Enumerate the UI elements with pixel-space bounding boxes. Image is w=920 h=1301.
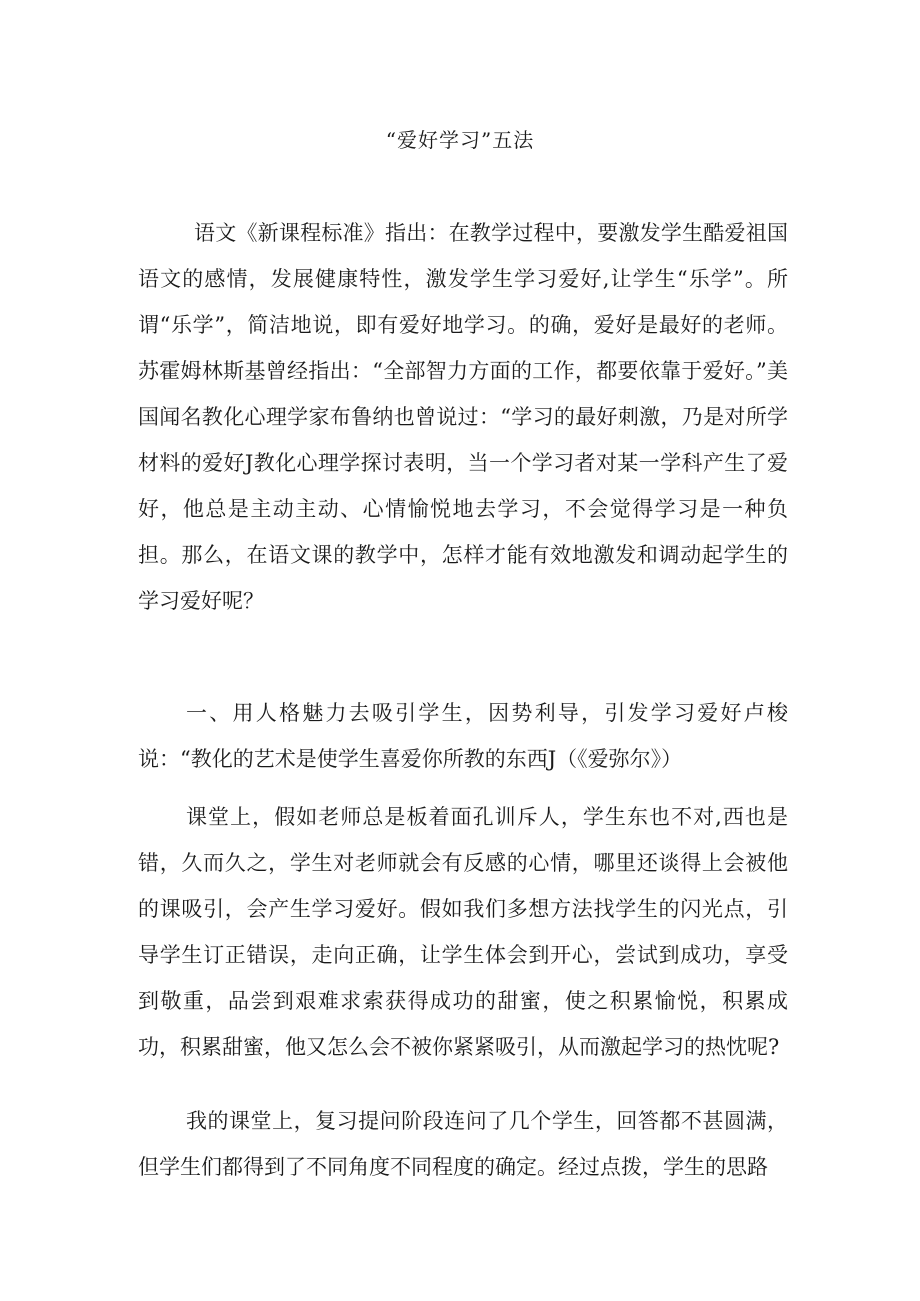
paragraph-intro: 语文《新课程标准》指出：在教学过程中，要激发学生酷爱祖国语文的感情，发展健康特性，激发学生学习爱好,让学生“乐学”。所谓“乐学”，简洁地说，即有爱好地学习。的确，爱好是最好的老师。苏霍姆林斯基曾经指出：“全部智力方面的工作，都要依靠于爱好。”美国闻名教化心理学家布鲁纳也曾说过：“学习的最好刺激，乃是对所学材料的爱好J教化心理学探讨表明，当一个学习者对某一学科产生了爱好，他总是主动主动、心情愉悦地去学习，不会觉得学习是一种负担。那么，在语文课的教学中，怎样才能有效地激发和调动起学生的学习爱好呢？	[138, 221, 788, 613]
document-title: “爱好学习”五法	[385, 128, 535, 152]
paragraph-section-heading: 一、用人格魅力去吸引学生，因势利导，引发学习爱好卢梭说：“教化的艺术是使学生喜爱你所教的东西J（《爱弥尔》）	[138, 701, 788, 771]
paragraph-classroom: 课堂上，假如老师总是板着面孔训斥人，学生东也不对,西也是错，久而久之，学生对老师就会有反感的心情，哪里还谈得上会被他的课吸引，会产生学习爱好。假如我们多想方法找学生的闪光点，引导学生订正错误，走向正确，让学生体会到开心，尝试到成功，享受到敬重，品尝到艰难求索获得成功的甜蜜，使之积累愉悦，积累成功，积累甜蜜，他又怎么会不被你紧紧吸引，从而激起学习的热忱呢?	[138, 805, 788, 1059]
paragraph-my-class: 我的课堂上，复习提问阶段连问了几个学生，回答都不甚圆满，但学生们都得到了不同角度不同程度的确定。经过点拨，学生的思路	[138, 1109, 788, 1179]
